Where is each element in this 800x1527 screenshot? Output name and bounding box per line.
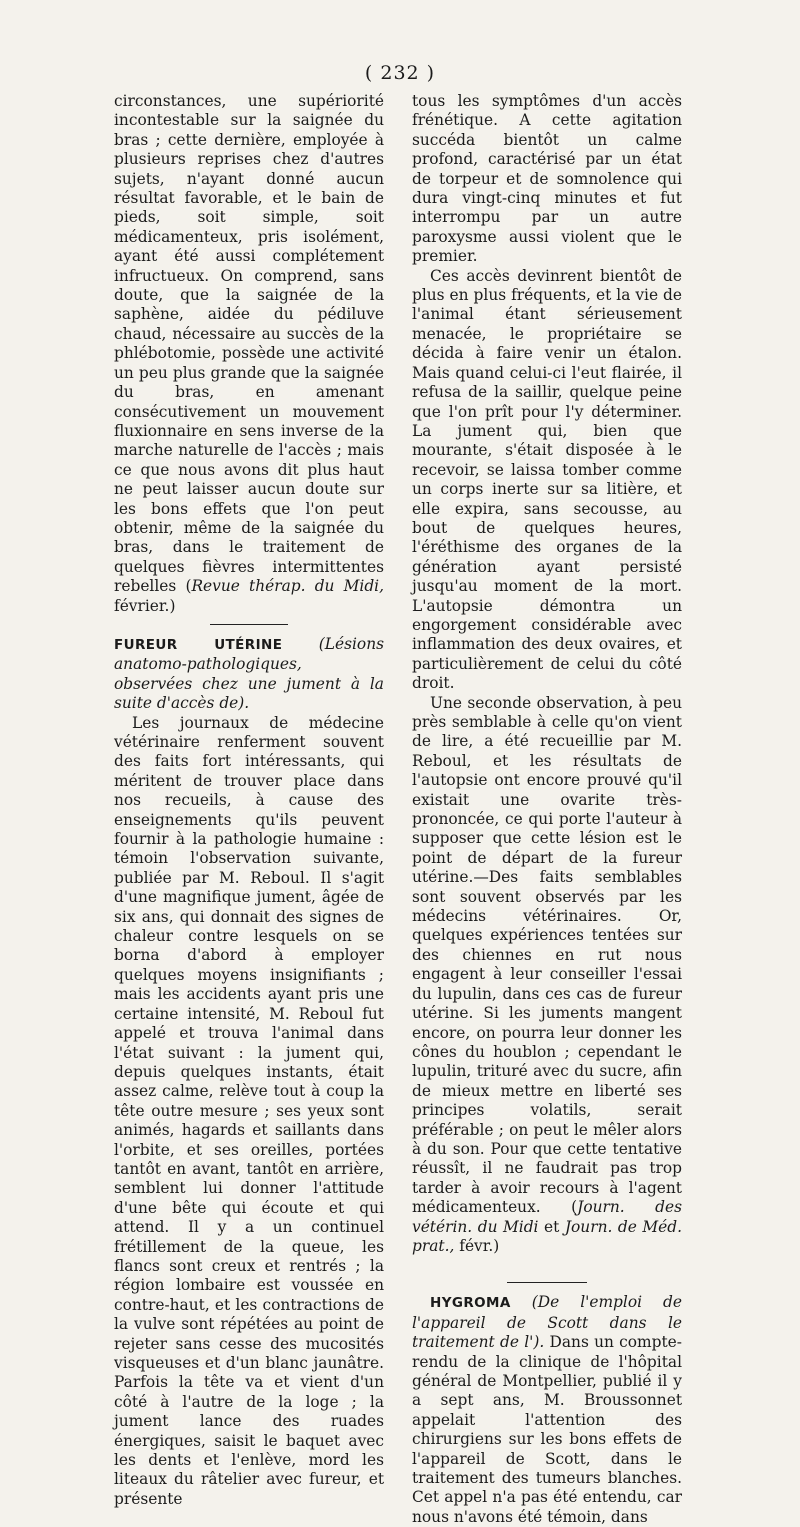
article-fureur-uterine <box>114 635 384 714</box>
right-paragraph: Ces accès devinrent bientôt de plus en plus fréquents, et la vie de l'animal étant sérieusement menacée, le propriétaire se décida à faire venir un étalon. Mais quand celui-ci l'eut flairée, il refusa de la saillir, quelque peine que l'on prît pour l'y déterminer. La jument qui, bien que mourante, s'était disposée à le recevoir, se laissa tomber comme un corps inerte sur sa litière, et elle expira, sans secousse, au bout de quelques heures, l'éréthisme des organes de la génération ayant persisté jusqu'au moment de la mort. L'autopsie démontra un engorgement considérable avec inflammation des deux ovaires, et particulièrement de celui du côté droit. <box>412 266 682 693</box>
article-title: FUREUR UTÉRINE <box>114 636 283 653</box>
left-column <box>114 92 384 1509</box>
left-paragraph <box>114 92 384 616</box>
source-date: févr.) <box>454 1236 500 1255</box>
source-citation: Journ. des vétérin. du Midi <box>412 1198 683 1236</box>
right-column <box>412 92 682 1527</box>
source-date: février.) <box>114 596 176 615</box>
right-paragraph-text: Une seconde observation, à peu près semblable à celle qu'on vient de lire, a été recueillie par M. Reboul, et les résultats de l'autopsie ont encore prouvé qu'il existait une ovarite très-prononcée, ce qui porte l'auteur à supposer que cette lésion est le point de départ de la fureur utérine.—Des faits semblables sont souvent observés par les médecins vétérinaires. Or, quelques expériences tentées sur des chiennes en rut nous engagent à leur conseiller l'essai du lupulin, dans ces cas de fureur utérine. Si les juments mangent encore, on pourra leur donner les cônes du houblon ; cependant le lupulin, trituré avec du sucre, afin de mieux mettre en liberté ses principes volatils, serait préférable ; on peut le mêler alors à du son. Pour que cette tentative réussît, il ne faudrait pas trop tarder à avoir recours à l'agent médicamenteux. ( <box>412 693 682 1217</box>
section-divider <box>210 624 288 625</box>
article-subtitle: (Lésions anatomo-pathologiques, observées chez une jument à la suite d'accès de). <box>114 634 385 713</box>
source-conjunction: et <box>538 1217 565 1236</box>
article-hygroma <box>412 1293 682 1527</box>
article-body: Dans un compte-rendu de la clinique de l'hôpital général de Montpellier, publié il y a sept ans, M. Broussonnet appelait l'attention des chirurgiens sur les bons effets de l'appareil de Scott, dans le traitement des tumeurs blanches. Cet appel n'a pas été entendu, car nous n'avons été témoin, dans <box>412 1333 682 1526</box>
source-citation: Revue thérap. du Midi, <box>191 577 384 596</box>
right-paragraph <box>412 694 682 1257</box>
page-number: ( 232 ) <box>364 62 436 84</box>
article-subtitle: (De l'emploi de l'appareil de Scott dans le traitement de l'). <box>412 1293 682 1352</box>
left-paragraph-text: circonstances, une supériorité incontestable sur la saignée du bras ; cette dernière, employée à plusieurs reprises chez d'autres sujets, n'ayant donné aucun résultat favorable, et le bain de pieds, soit simple, soit médicamenteux, pris isolément, ayant été aussi complétement infructueux. On comprend, sans doute, que la saignée de la saphène, aidée du pédiluve chaud, nécessaire au succès de la phlébotomie, possède une activité un peu plus grande que la saignée du bras, en amenant consécutivement un mouvement fluxionnaire en sens inverse de la marche naturelle de l'accès ; mais ce que nous avons dit plus haut ne peut laisser aucun doute sur les bons effets que l'on peut obtenir, même de la saignée du bras, dans le traitement de quelques fièvres intermittentes rebelles ( <box>114 92 384 596</box>
source-citation: Journ. de Méd. prat., <box>412 1217 683 1255</box>
article-title: HYGROMA <box>430 1295 511 1312</box>
right-paragraph: tous les symptômes d'un accès frénétique. A cette agitation succéda bientôt un calme profond, caractérisé par un état de torpeur et de somnolence qui dura vingt-cinq minutes et fut interrompu par un autre paroxysme aussi violent que le premier. <box>412 92 682 266</box>
section-divider <box>507 1282 587 1283</box>
article-body: Les journaux de médecine vétérinaire renferment souvent des faits fort intéressants, qui méritent de trouver place dans nos recueils, à cause des enseignements qu'ils peuvent fournir à la pathologie humaine : témoin l'observation suivante, publiée par M. Reboul. Il s'agit d'une magnifique jument, âgée de six ans, qui donnait des signes de chaleur contre lesquels on se borna d'abord à employer quelques moyens insignifiants ; mais les accidents ayant pris une certaine intensité, M. Reboul fut appelé et trouva l'animal dans l'état suivant : la jument qui, depuis quelques instants, était assez calme, relève tout à coup la tête outre mesure ; ses yeux sont animés, hagards et saillants dans l'orbite, et ses oreilles, portées tantôt en avant, tantôt en arrière, semblent lui donner l'attitude d'une bête qui écoute et qui attend. Il y a un continuel frétillement de la queue, les flancs sont creux et rentrés ; la région lombaire est voussée en contre-haut, et les contractions de la vulve sont répétées au point de rejeter sans cesse des mucosités visqueuses et d'un blanc jaunâtre. Parfois la tête va et vient d'un côté à l'autre de la loge ; la jument lance des ruades énergiques, saisit le baquet avec les dents et l'enlève, mord les liteaux du râtelier avec fureur, et présente <box>114 713 384 1508</box>
